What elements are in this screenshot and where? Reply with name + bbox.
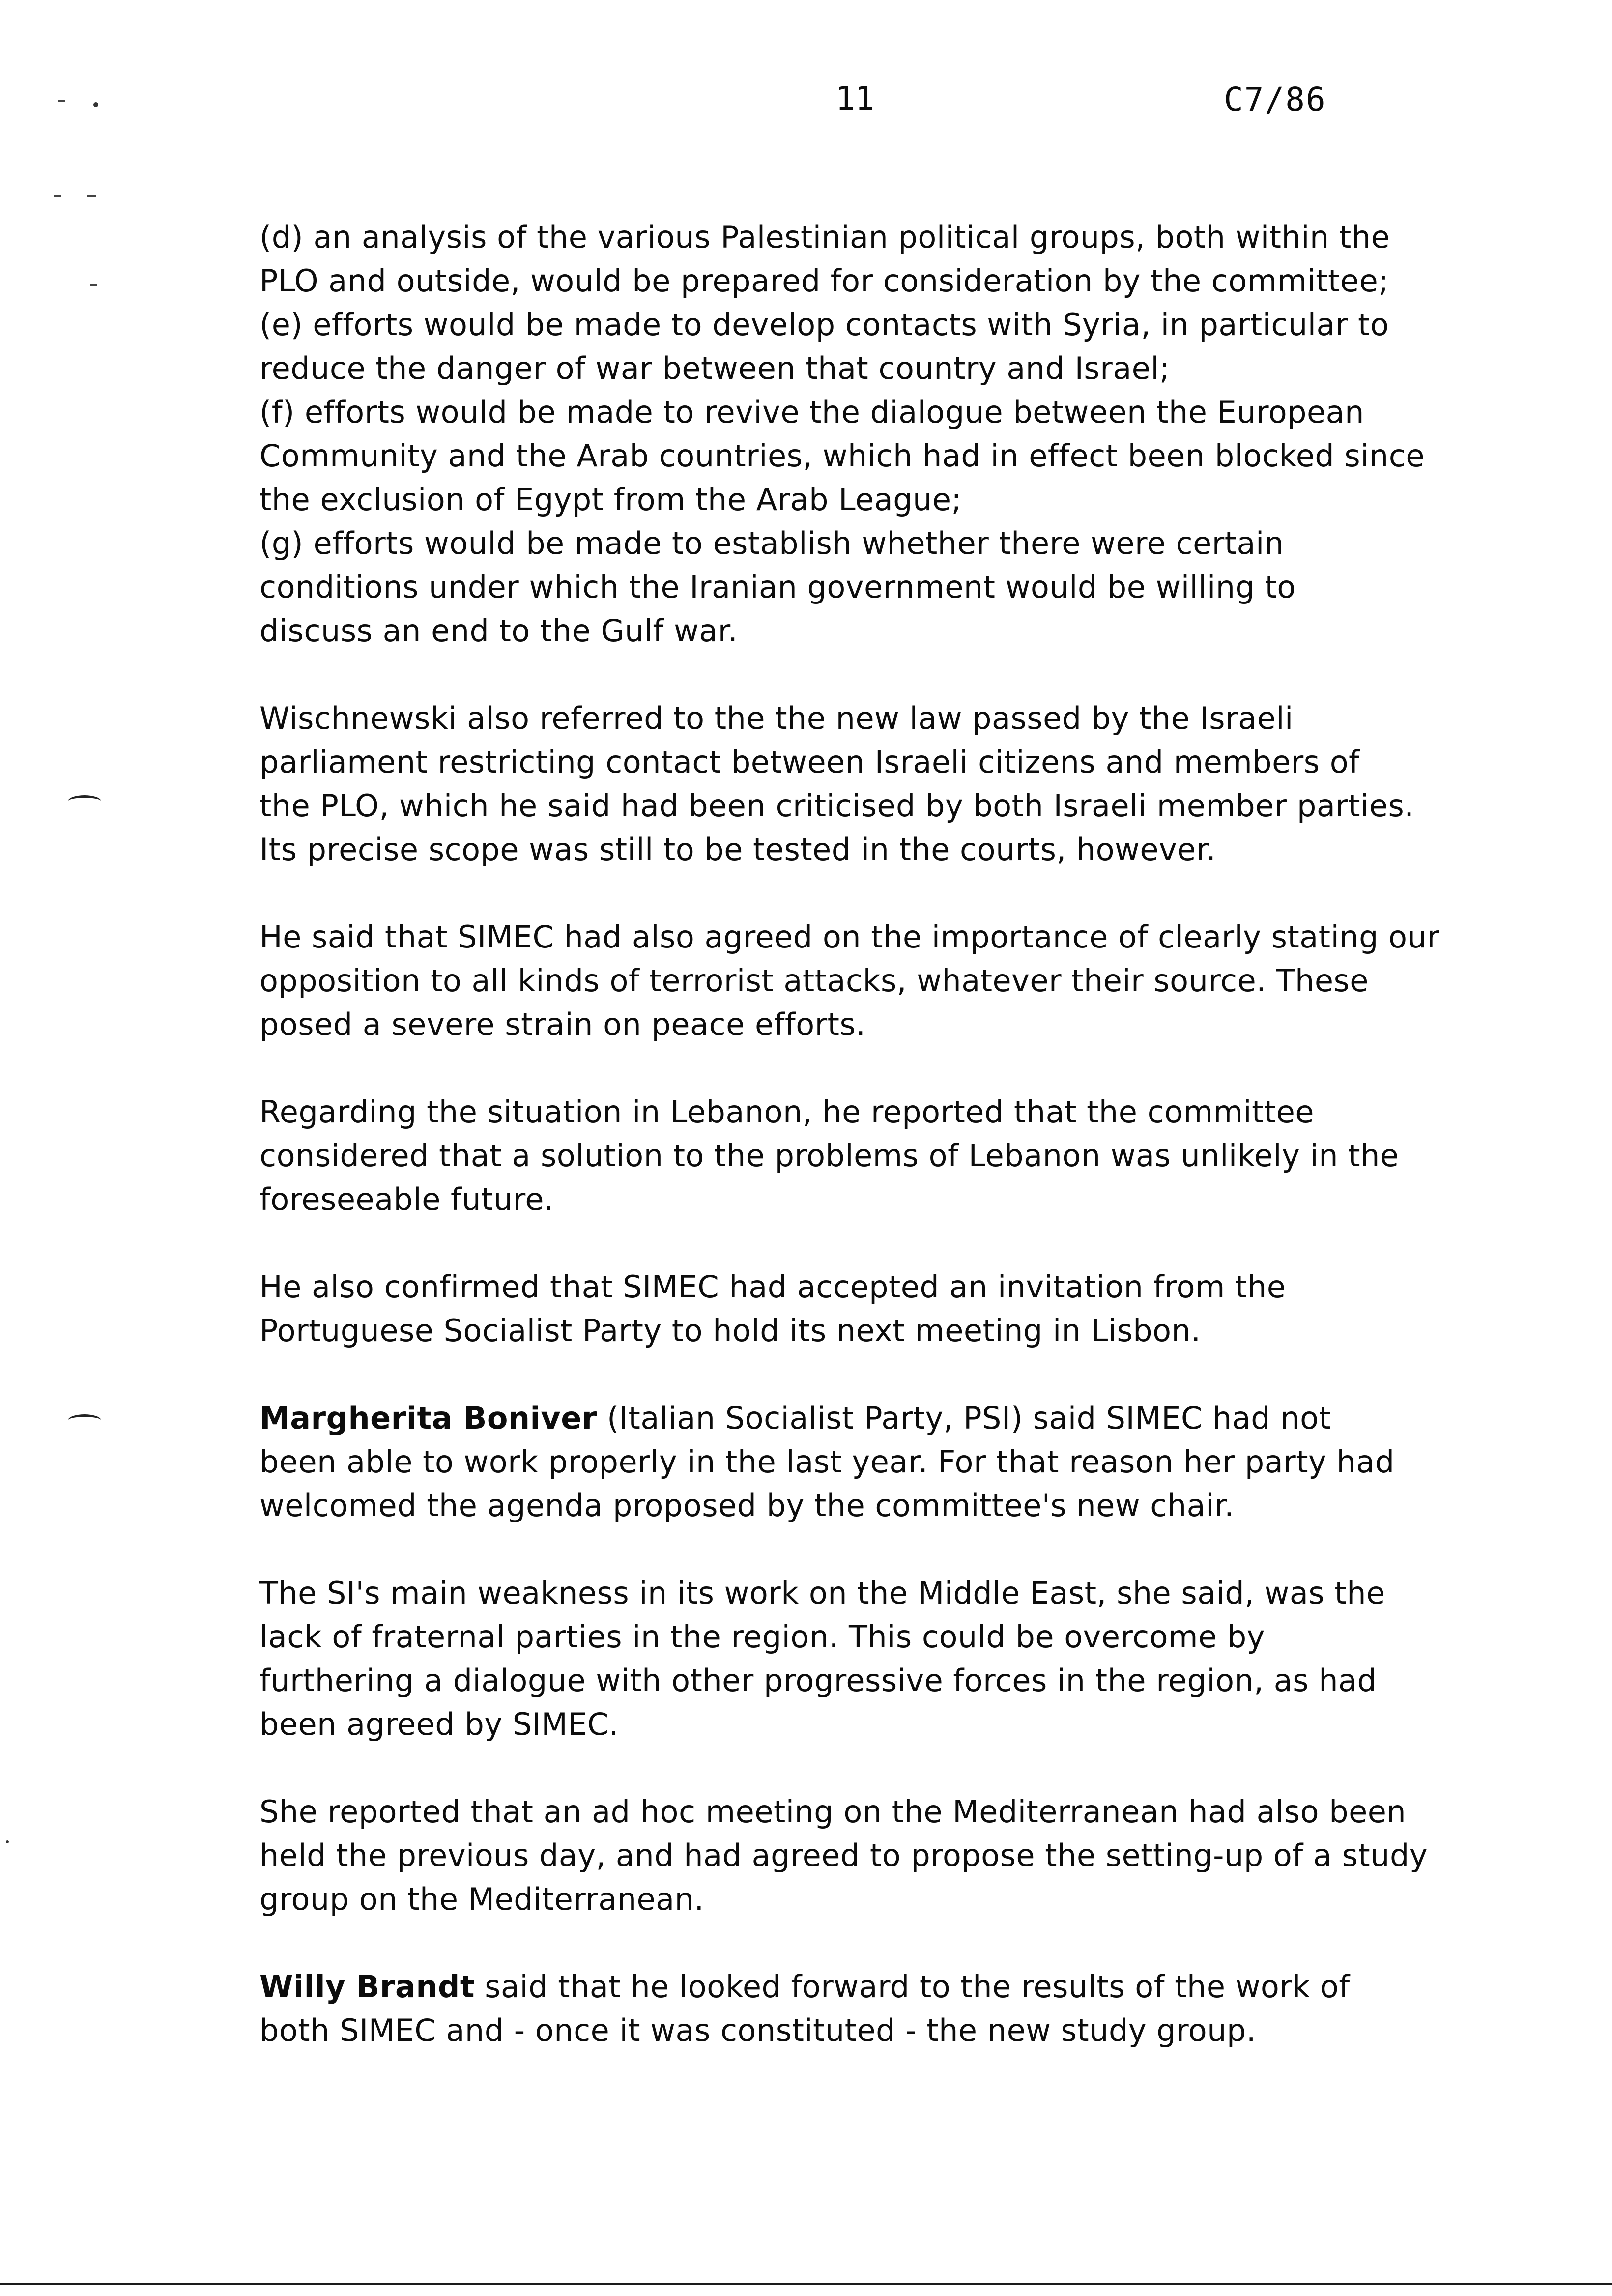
paragraph-lebanon xyxy=(259,1090,1449,1221)
list-item-line: discuss an end to the Gulf war. xyxy=(259,613,738,649)
list-item-line: PLO and outside, would be prepared for consideration by the committee; xyxy=(259,263,1389,299)
margin-mark xyxy=(54,195,61,197)
paragraph-line: He also confirmed that SIMEC had accepted an invitation from the xyxy=(259,1269,1286,1305)
list-block xyxy=(259,215,1449,653)
paragraph-line: Portuguese Socialist Party to hold its next meeting in Lisbon. xyxy=(259,1313,1201,1349)
list-item-line: (e) efforts would be made to develop contacts with Syria, in particular to xyxy=(259,307,1389,343)
speaker-name: Willy Brandt xyxy=(259,1969,475,2005)
paragraph-line: Regarding the situation in Lebanon, he reported that the committee xyxy=(259,1094,1315,1130)
margin-mark xyxy=(58,100,65,102)
paragraph-line: group on the Mediterranean. xyxy=(259,1881,704,1917)
paragraph-lisbon xyxy=(259,1265,1449,1352)
speaker-text: (Italian Socialist Party, PSI) said SIMEC had not xyxy=(597,1400,1331,1436)
paragraph-line: held the previous day, and had agreed to propose the setting-up of a study xyxy=(259,1837,1428,1873)
paragraph-wischnewski-law xyxy=(259,696,1449,871)
margin-mark xyxy=(90,284,97,286)
paragraph-line: posed a severe strain on peace efforts. xyxy=(259,1006,866,1042)
paragraph-line: furthering a dialogue with other progressive forces in the region, as had xyxy=(259,1663,1377,1698)
paragraph-si-weakness xyxy=(259,1571,1449,1746)
list-item-line: conditions under which the Iranian government would be willing to xyxy=(259,569,1296,605)
page-number: 11 xyxy=(835,80,875,117)
paragraph-line: welcomed the agenda proposed by the committee's new chair. xyxy=(259,1488,1235,1523)
paragraph-line: considered that a solution to the problems of Lebanon was unlikely in the xyxy=(259,1138,1399,1174)
paragraph-mediterranean xyxy=(259,1790,1449,1921)
document-reference: C7/86 xyxy=(1224,81,1326,118)
paragraph-line xyxy=(259,1965,1449,2009)
margin-mark xyxy=(93,102,98,107)
page-bottom-rule xyxy=(0,2283,1612,2285)
paragraph-brandt xyxy=(259,1965,1449,2052)
paragraph-line: Its precise scope was still to be tested in the courts, however. xyxy=(259,832,1216,867)
margin-mark xyxy=(6,1840,9,1843)
paragraph-line: Wischnewski also referred to the the new law passed by the Israeli xyxy=(259,700,1294,736)
speaker-text: said that he looked forward to the results of the work of xyxy=(474,1969,1350,2005)
paragraph-line: foreseeable future. xyxy=(259,1181,554,1217)
paragraph-boniver xyxy=(259,1396,1449,1527)
list-item-line: Community and the Arab countries, which had in effect been blocked since xyxy=(259,438,1425,474)
list-item-line: (f) efforts would be made to revive the dialogue between the European xyxy=(259,394,1364,430)
list-item-line: (g) efforts would be made to establish whether there were certain xyxy=(259,525,1284,561)
document-body xyxy=(259,215,1449,2096)
paragraph-line: parliament restricting contact between Israeli citizens and members of xyxy=(259,744,1360,780)
list-item-line: the exclusion of Egypt from the Arab League; xyxy=(259,482,962,517)
margin-mark xyxy=(87,195,96,197)
paragraph-line: both SIMEC and - once it was constituted - the new study group. xyxy=(259,2012,1257,2048)
paragraph-line: been agreed by SIMEC. xyxy=(259,1706,619,1742)
paragraph-line: She reported that an ad hoc meeting on the Mediterranean had also been xyxy=(259,1794,1407,1830)
paragraph-line: lack of fraternal parties in the region. This could be overcome by xyxy=(259,1619,1265,1655)
hole-punch-mark xyxy=(68,1414,101,1427)
paragraph-line: opposition to all kinds of terrorist attacks, whatever their source. These xyxy=(259,963,1369,999)
paragraph-line: He said that SIMEC had also agreed on the importance of clearly stating our xyxy=(259,919,1440,955)
speaker-name: Margherita Boniver xyxy=(259,1400,597,1436)
paragraph-line: The SI's main weakness in its work on the Middle East, she said, was the xyxy=(259,1575,1385,1611)
list-item-line: (d) an analysis of the various Palestinian political groups, both within the xyxy=(259,219,1390,255)
list-item-line: reduce the danger of war between that country and Israel; xyxy=(259,350,1170,386)
paragraph-line xyxy=(259,1396,1449,1440)
paragraph-line: been able to work properly in the last year. For that reason her party had xyxy=(259,1444,1395,1480)
paragraph-terrorism xyxy=(259,915,1449,1046)
paragraph-line: the PLO, which he said had been criticised by both Israeli member parties. xyxy=(259,788,1414,824)
hole-punch-mark xyxy=(68,795,101,807)
